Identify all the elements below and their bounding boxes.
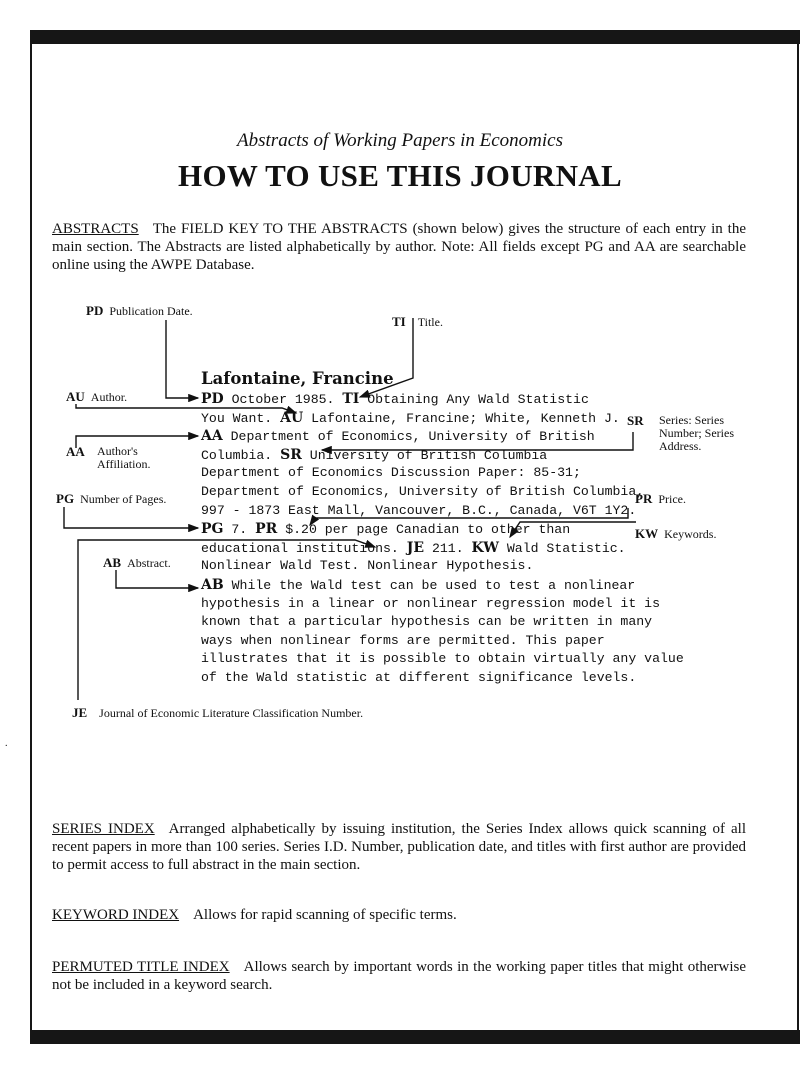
- sample-author-heading: Lafontaine, Francine: [201, 369, 394, 388]
- label-pd: PD Publication Date.: [86, 303, 193, 318]
- series-index-section: [52, 820, 746, 874]
- entry-line: educational institutions. JE 211. KW Wald Statistic.: [201, 539, 626, 556]
- label-pr: PR Price.: [635, 491, 686, 506]
- abstracts-text: The FIELD KEY TO THE ABSTRACTS (shown below) gives the structure of each entry in the main section. The Abstracts are listed alphabetically by author. Note: All fields except PG and AA are searchable online using the AWPE Database.: [52, 221, 746, 273]
- label-aa: AA Author's Affiliation.: [66, 444, 151, 471]
- stray-mark: .: [5, 738, 8, 749]
- label-kw: KW Keywords.: [635, 526, 717, 541]
- entry-line: ways when nonlinear forms are permitted. This paper: [201, 632, 605, 648]
- label-je: JE Journal of Economic Literature Classification Number.: [72, 705, 364, 720]
- entry-line: AB While the Wald test can be used to test a nonlinear: [201, 577, 636, 593]
- keyword-index-section: [52, 906, 746, 924]
- label-ti: TI Title.: [392, 314, 443, 329]
- label-au: AU Author.: [66, 389, 128, 404]
- entry-line: Department of Economics, University of British Columbia,: [201, 484, 645, 499]
- entry-line: hypothesis in a linear or nonlinear regression model it is: [201, 595, 660, 611]
- arrow-pg: [64, 507, 198, 528]
- journal-subtitle: Abstracts of Working Papers in Economics: [237, 130, 563, 151]
- entry-line: PD October 1985. TI Obtaining Any Wald Statistic: [201, 391, 589, 407]
- keyword-index-text: Allows for rapid scanning of specific terms.: [193, 907, 457, 923]
- abstracts-heading: ABSTRACTS: [52, 221, 139, 237]
- entry-line: illustrates that it is possible to obtain virtually any value: [201, 651, 684, 667]
- label-ab: AB Abstract.: [103, 555, 171, 570]
- page-title: HOW TO USE THIS JOURNAL: [178, 158, 622, 193]
- series-index-text: Arranged alphabetically by issuing institution, the Series Index allows quick scanning of all recent papers in more than 100 series. Series I.D. Number, publication date, and titles with first author are provided to permit access to full abstract in the main section.: [52, 821, 746, 873]
- permuted-title-index-heading: PERMUTED TITLE INDEX: [52, 959, 230, 975]
- entry-line: PG 7. PR $.20 per page Canadian to other than: [201, 521, 571, 538]
- label-pg: PG Number of Pages.: [56, 491, 167, 506]
- label-sr: SR Series: Series Number; Series Address.: [627, 413, 734, 453]
- entry-line: Nonlinear Wald Test. Nonlinear Hypothesis.: [201, 558, 534, 574]
- permuted-title-index-text: Allows search by important words in the working paper titles that might otherwise not be included in a keyword search.: [52, 959, 747, 993]
- keyword-index-heading: KEYWORD INDEX: [52, 907, 180, 923]
- entry-line: AA Department of Economics, University of British: [201, 428, 595, 445]
- arrow-pd: [166, 320, 198, 398]
- entry-line: Columbia. SR University of British Columbia: [201, 446, 548, 463]
- entry-line: known that a particular hypothesis can be written in many: [201, 614, 653, 630]
- entry-line: You Want. AU Lafontaine, Francine; White, Kenneth J.: [201, 409, 620, 426]
- series-index-heading: SERIES INDEX: [52, 821, 155, 837]
- arrow-ab: [116, 570, 198, 588]
- entry-line: Department of Economics Discussion Paper: 85-31;: [201, 465, 581, 481]
- entry-line: of the Wald statistic at different significance levels.: [201, 670, 637, 685]
- permuted-title-index-section: [52, 958, 746, 994]
- entry-line: 997 - 1873 East Mall, Vancouver, B.C., Canada, V6T 1Y2.: [201, 502, 637, 518]
